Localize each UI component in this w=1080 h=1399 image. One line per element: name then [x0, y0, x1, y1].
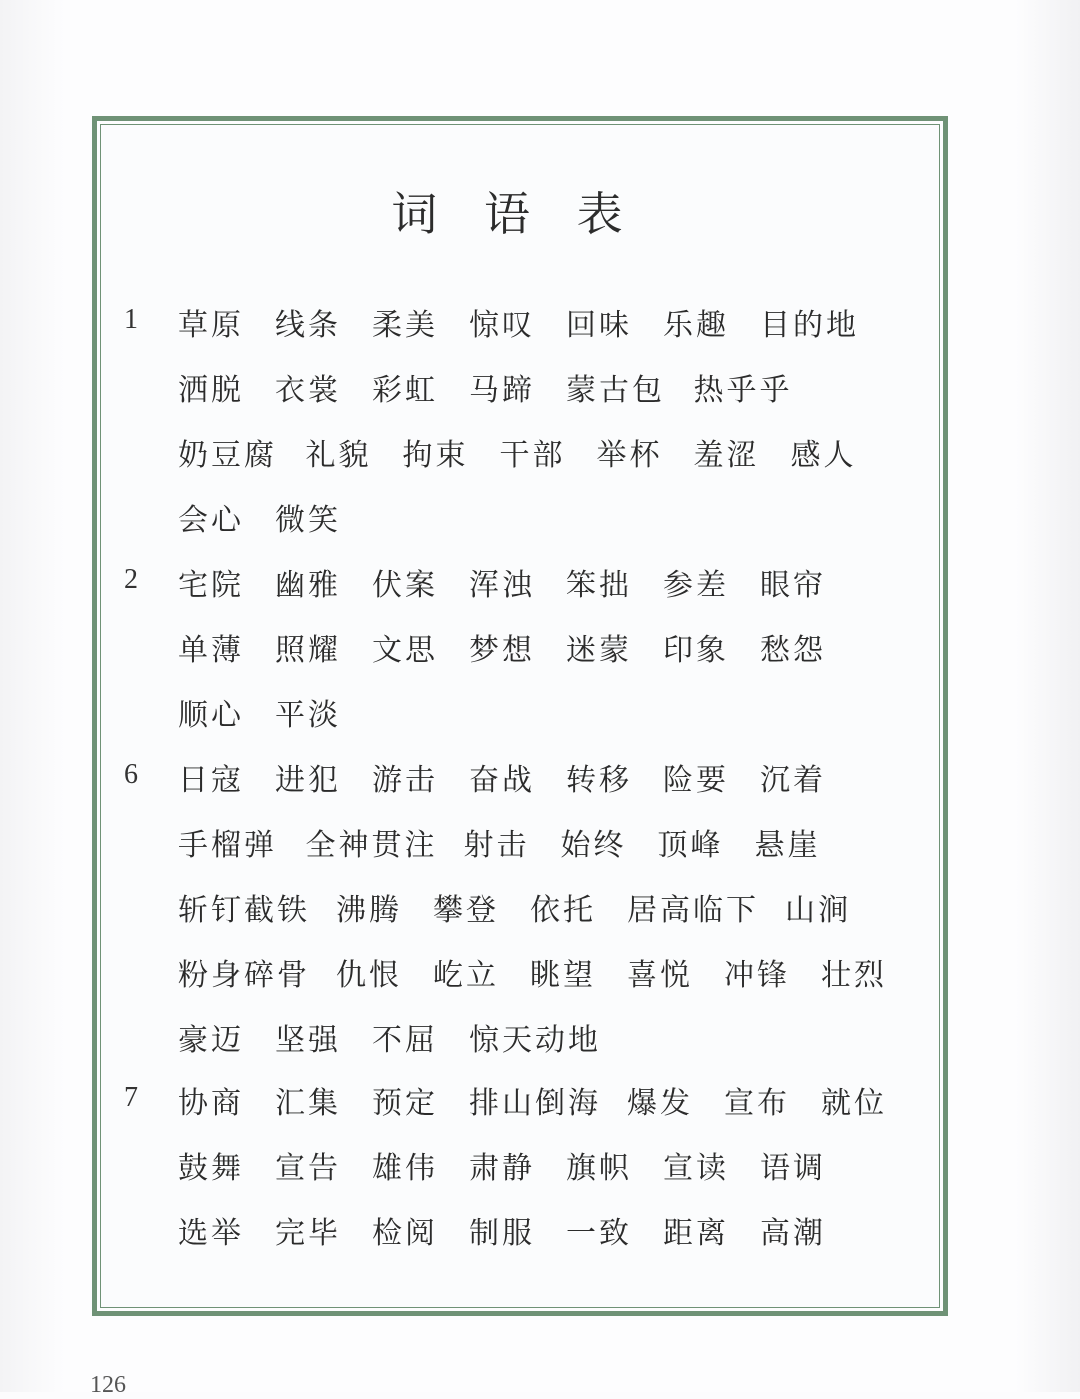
vocab-word: 线条: [275, 308, 341, 343]
word-row: [0, 430, 1080, 474]
vocab-word: 参差: [663, 568, 729, 603]
vocab-word: 羞涩: [693, 438, 760, 473]
word-row: [0, 300, 1080, 344]
vocab-word: 宣读: [663, 1151, 729, 1186]
vocab-word: 喜悦: [627, 958, 693, 993]
vocab-word: 排山倒海: [469, 1086, 601, 1121]
vocab-word: 目的地: [760, 308, 859, 343]
page-number: 126: [90, 1372, 126, 1398]
vocab-word: 粉身碎骨: [178, 958, 310, 993]
vocab-word: 转移: [566, 763, 632, 798]
vocab-word: 奶豆腐: [178, 438, 277, 473]
vocab-word: 乐趣: [663, 308, 729, 343]
word-row: [0, 1078, 1080, 1122]
vocab-word: 文思: [372, 633, 438, 668]
vocab-word: 微笑: [275, 503, 341, 538]
vocab-word: 奋战: [469, 763, 535, 798]
vocab-word: 草原: [178, 308, 244, 343]
vocab-word: 拘束: [402, 438, 469, 473]
vocab-word: 洒脱: [178, 373, 244, 408]
vocab-word: 完毕: [275, 1216, 341, 1251]
vocab-word: 顺心: [178, 698, 244, 733]
word-row: [0, 950, 1080, 994]
vocab-word: 豪迈: [178, 1023, 244, 1058]
vocab-word: 顶峰: [657, 828, 724, 863]
lesson-number: 2: [124, 564, 138, 595]
word-row: [0, 1208, 1080, 1252]
word-row: [0, 820, 1080, 864]
word-row: [0, 755, 1080, 799]
vocab-word: 语调: [760, 1151, 826, 1186]
vocab-word: 衣裳: [275, 373, 341, 408]
vocab-word: 爆发: [627, 1086, 693, 1121]
page-title: 词 语 表: [391, 187, 639, 241]
vocab-word: 选举: [178, 1216, 244, 1251]
word-row: [0, 495, 1080, 539]
vocab-word: 眼帘: [760, 568, 826, 603]
vocab-word: 汇集: [275, 1086, 341, 1121]
vocab-word: 干部: [499, 438, 566, 473]
vocab-word: 梦想: [469, 633, 535, 668]
vocab-word: 屹立: [433, 958, 499, 993]
lesson-number: 1: [124, 304, 138, 335]
vocab-word: 感人: [790, 438, 857, 473]
vocab-word: 不屈: [372, 1023, 438, 1058]
vocab-word: 坚强: [275, 1023, 341, 1058]
vocab-word: 斩钉截铁: [178, 893, 310, 928]
word-row: [0, 1143, 1080, 1187]
vocab-word: 险要: [663, 763, 729, 798]
word-row: [0, 365, 1080, 409]
vocab-word: 检阅: [372, 1216, 438, 1251]
vocab-word: 制服: [469, 1216, 535, 1251]
word-row: [0, 885, 1080, 929]
vocab-word: 手榴弹: [178, 828, 277, 863]
vocab-word: 印象: [663, 633, 729, 668]
vocab-word: 举杯: [596, 438, 663, 473]
vocab-word: 距离: [663, 1216, 729, 1251]
vocab-word: 笨拙: [566, 568, 632, 603]
vocab-word: 射击: [463, 828, 530, 863]
vocab-word: 浑浊: [469, 568, 535, 603]
word-row: [0, 560, 1080, 604]
lesson-number: 6: [124, 759, 138, 790]
word-row: [0, 690, 1080, 734]
vocab-word: 山涧: [785, 893, 851, 928]
vocab-word: 回味: [566, 308, 632, 343]
vocab-word: 始终: [560, 828, 627, 863]
vocab-word: 热乎乎: [693, 373, 793, 408]
vocab-word: 预定: [372, 1086, 438, 1121]
lesson-number: 7: [124, 1082, 138, 1113]
vocab-word: 幽雅: [275, 568, 341, 603]
vocab-word: 悬崖: [754, 828, 821, 863]
vocab-word: 仇恨: [336, 958, 402, 993]
vocab-word: 肃静: [469, 1151, 535, 1186]
vocab-word: 沸腾: [336, 893, 402, 928]
vocab-word: 协商: [178, 1086, 244, 1121]
vocab-word: 照耀: [275, 633, 341, 668]
vocab-word: 全神贯注: [305, 828, 438, 863]
vocab-word: 会心: [178, 503, 244, 538]
vocab-word: 蒙古包: [566, 373, 665, 408]
vocab-word: 迷蒙: [566, 633, 632, 668]
vocab-word: 攀登: [433, 893, 499, 928]
vocab-word: 旗帜: [566, 1151, 632, 1186]
vocab-word: 马蹄: [469, 373, 535, 408]
vocab-word: 平淡: [275, 698, 341, 733]
vocab-word: 宣布: [724, 1086, 790, 1121]
vocab-word: 壮烈: [821, 958, 887, 993]
vocab-word: 宣告: [275, 1151, 341, 1186]
vocab-word: 彩虹: [372, 373, 438, 408]
vocab-word: 柔美: [372, 308, 438, 343]
vocab-word: 冲锋: [724, 958, 790, 993]
vocab-word: 惊叹: [469, 308, 535, 343]
vocab-word: 依托: [530, 893, 596, 928]
vocab-word: 游击: [372, 763, 438, 798]
vocab-word: 伏案: [372, 568, 438, 603]
vocab-word: 愁怨: [760, 633, 826, 668]
vocab-word: 一致: [566, 1216, 632, 1251]
vocab-word: 眺望: [530, 958, 596, 993]
vocab-word: 礼貌: [305, 438, 372, 473]
vocab-word: 惊天动地: [469, 1023, 601, 1058]
vocab-word: 日寇: [178, 763, 244, 798]
vocab-word: 单薄: [178, 633, 244, 668]
vocab-word: 宅院: [178, 568, 244, 603]
vocab-word: 雄伟: [372, 1151, 438, 1186]
vocab-word: 高潮: [760, 1216, 826, 1251]
vocab-word: 沉着: [760, 763, 826, 798]
word-row: [0, 625, 1080, 669]
vocab-word: 进犯: [275, 763, 341, 798]
vocab-word: 鼓舞: [178, 1151, 244, 1186]
word-row: [0, 1015, 1080, 1059]
vocab-word: 居高临下: [627, 893, 759, 928]
vocab-word: 就位: [821, 1086, 887, 1121]
